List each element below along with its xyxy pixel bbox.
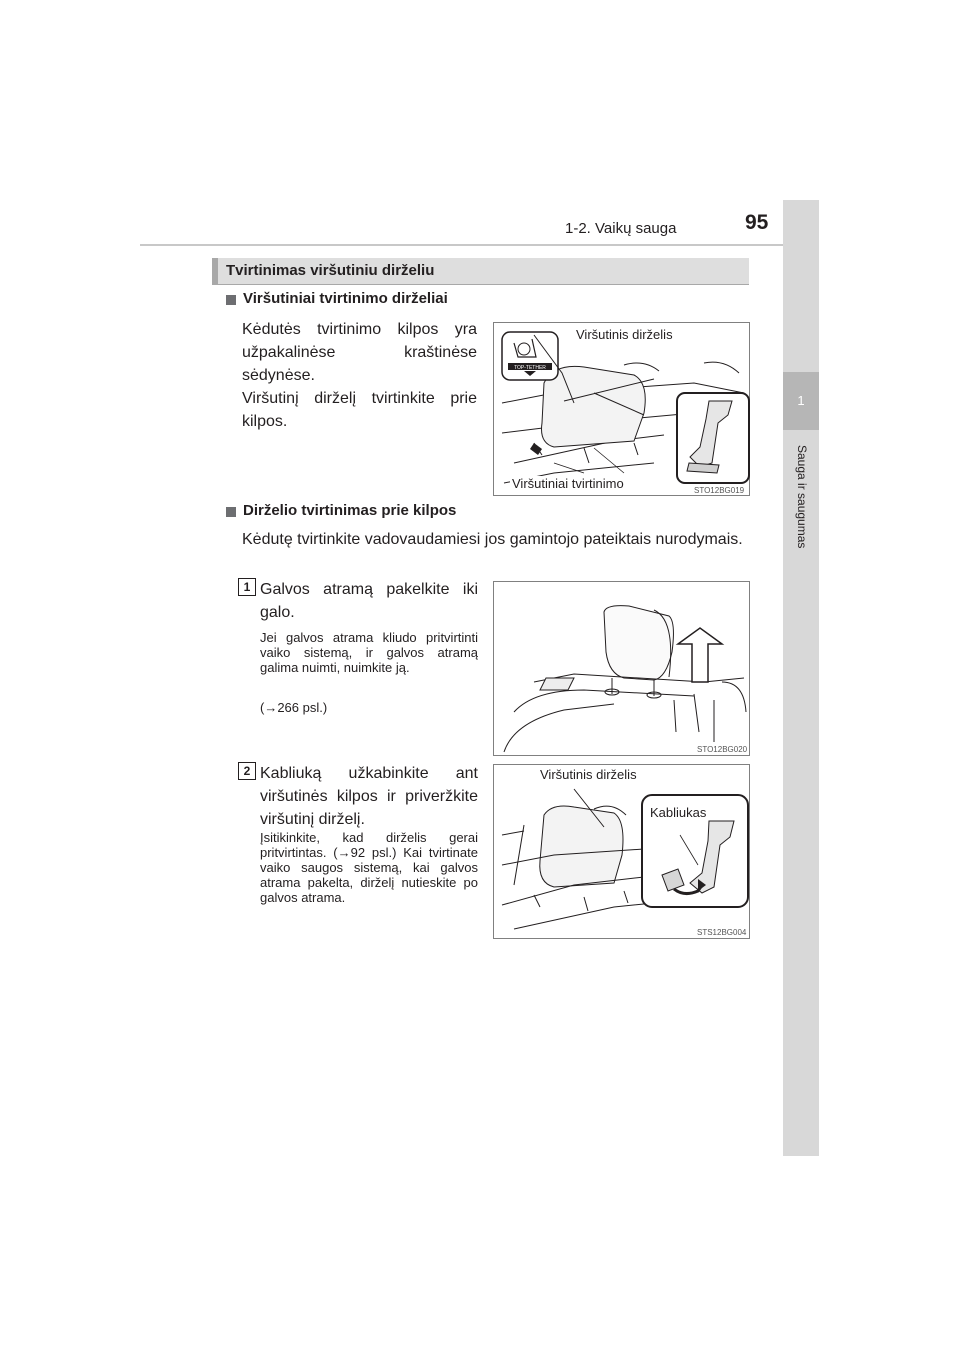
headrest-illustration (494, 582, 751, 757)
header-rule (140, 244, 818, 246)
step2-note: Įsitikinkite, kad dirželis gerai pritvirtintas. (→92 psl.) Kai tvirtinate vaiko saugos sistemą, kai galvos atrama pakelta, dirželį nutieskite po galvos atrama. (260, 830, 478, 905)
callout-top-strap: Viršutinis dirželis (540, 767, 637, 782)
square-bullet-icon (226, 507, 236, 517)
callout-top-strap: Viršutinis dirželis (576, 327, 673, 342)
figure-code: STO12BG019 (694, 486, 745, 495)
chapter-title: Sauga ir saugumas (795, 445, 809, 549)
figure-code: STO12BG020 (697, 745, 748, 754)
step1-note: Jei galvos atrama kliudo pritvirtinti vaiko sistemą, ir galvos atramą galima nuimti, nuimkite ją. (260, 630, 478, 675)
chapter-number: 1 (783, 372, 819, 430)
figure-attach-hook (493, 764, 750, 939)
section-bar-rule (212, 284, 749, 285)
paragraph-attach-strap: Viršutinį dirželį tvirtinkite prie kilpos. (242, 390, 477, 430)
step1-instruction: Galvos atramą pakelkite iki galo. (260, 581, 478, 621)
figure-top-tether-anchors (493, 322, 750, 496)
callout-hook: Kabliukas (650, 805, 707, 820)
step-number-2: 2 (238, 762, 256, 780)
side-tab (783, 200, 819, 1156)
header-section: 1-2. Vaikų sauga (565, 220, 677, 237)
top-tether-icon-text: TOP-TETHER (514, 365, 546, 371)
seat-illustration-2 (494, 765, 751, 940)
step2-instruction: Kabliuką užkabinkite ant viršutinės kilpos ir priveržkite viršutinį dirželį. (260, 765, 478, 828)
step1-page-reference: (→266 psl.) (260, 700, 328, 715)
seat-illustration-1 (494, 323, 751, 497)
paragraph-manufacturer-instructions: Kėdutę tvirtinkite vadovaudamiesi jos gamintojo pateiktais nurodymais. (242, 531, 743, 548)
subheading-top-tether-straps: Viršutiniai tvirtinimo dirželiai (243, 290, 448, 307)
square-bullet-icon (226, 295, 236, 305)
page-number: 95 (745, 211, 769, 234)
callout-top-anchors: Viršutiniai tvirtinimo (512, 476, 624, 491)
figure-raise-headrest (493, 581, 750, 756)
paragraph-anchor-location: Kėdutės tvirtinimo kilpos yra užpakalinėse kraštinėse sėdynėse. (242, 321, 477, 384)
figure-code: STS12BG004 (697, 928, 747, 937)
step-number-1: 1 (238, 578, 256, 596)
section-title: Tvirtinimas viršutiniu dirželiu (226, 262, 435, 279)
subheading-strap-attachment: Dirželio tvirtinimas prie kilpos (243, 502, 457, 519)
